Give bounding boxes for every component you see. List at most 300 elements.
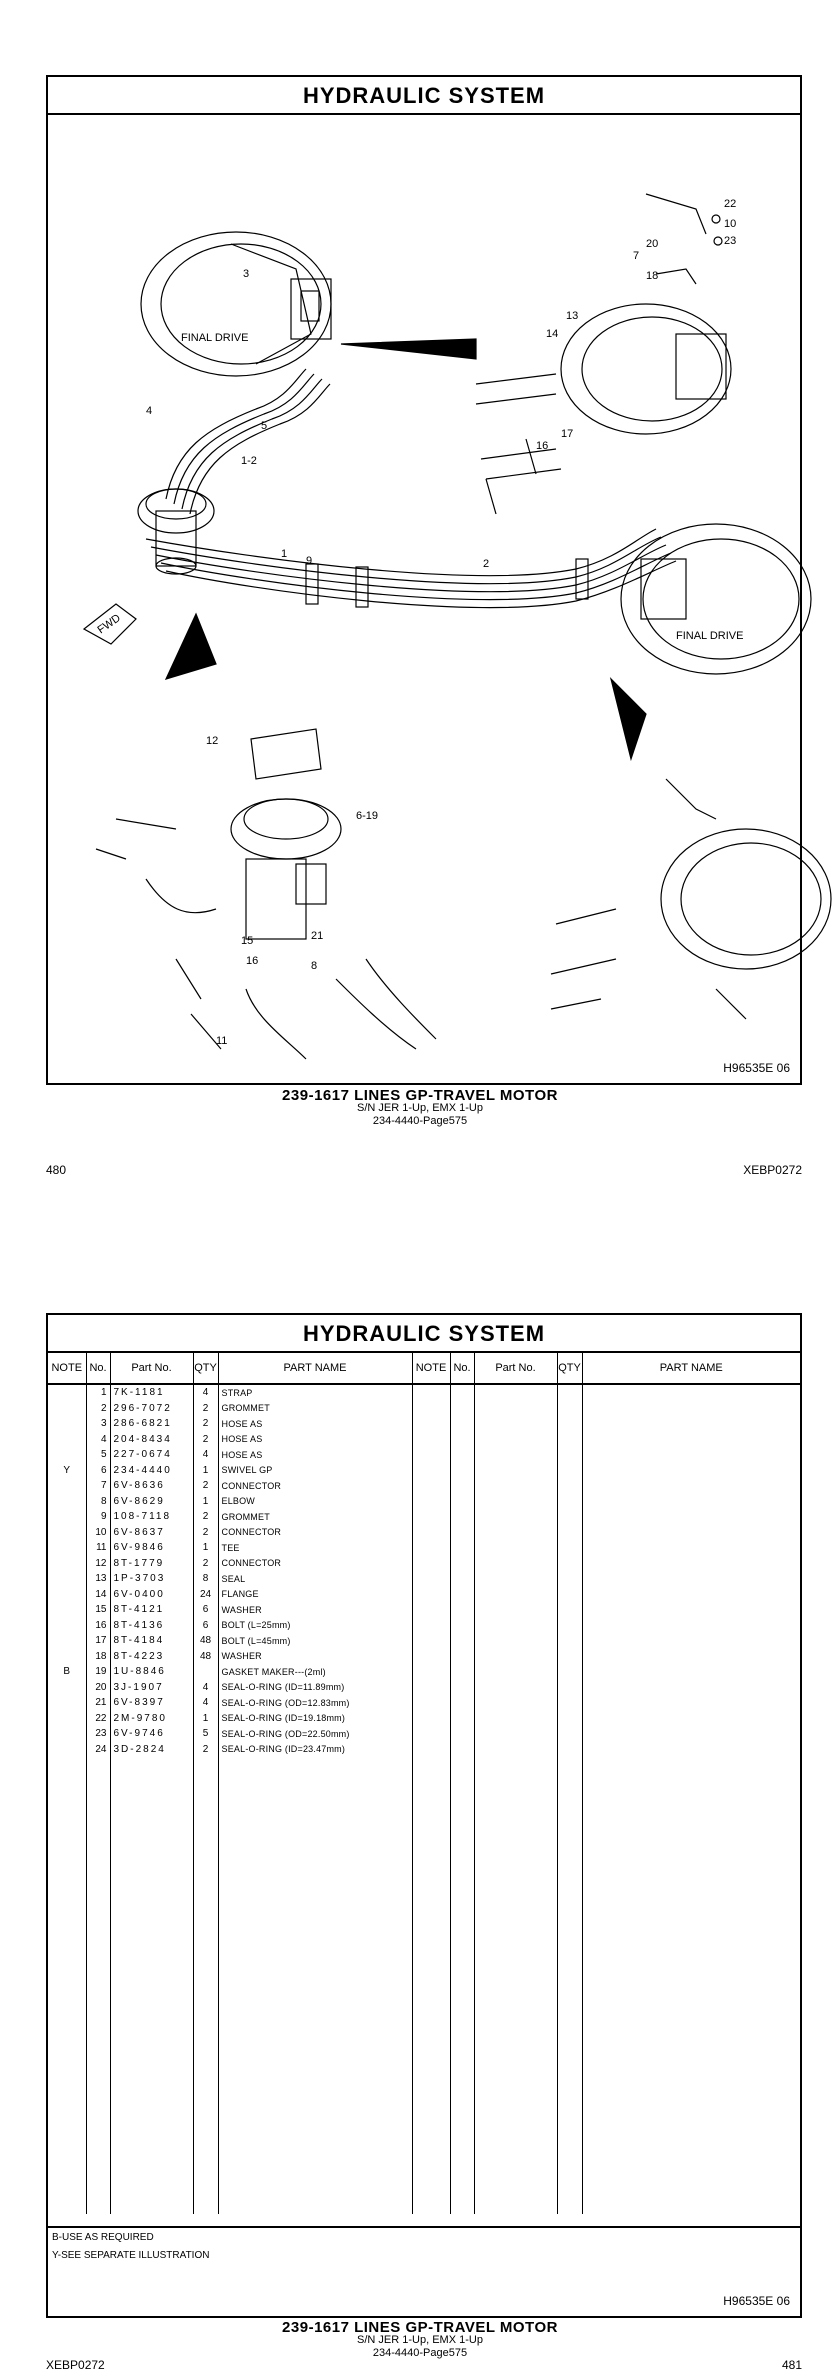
caption-main: 239-1617 LINES GP-TRAVEL MOTOR [282,1087,558,1104]
table-row [48,1633,800,1649]
cell-empty [582,1680,800,1696]
cell-empty [412,1726,450,1742]
callout-5: 5 [261,420,268,432]
table-row [48,1726,800,1742]
cell-note [48,1478,86,1494]
cell-empty [557,1633,582,1649]
cell-qty: 5 [193,1726,218,1742]
cell-part-no: 6V-0400 [110,1587,193,1603]
cell-no: 13 [86,1571,110,1587]
cell-part-no: 234-4440 [110,1463,193,1479]
page-number-480: 480 [46,1163,67,1177]
cell-part-no: 6V-8397 [110,1695,193,1711]
caption-sn-2: S/N JER 1-Up, EMX 1-Up [357,2334,483,2346]
caption-page: 234-4440-Page575 [372,1115,468,1127]
doc-code-top: XEBP0272 [743,1163,802,1177]
callout-17: 16 [536,440,549,452]
cell-no: 12 [86,1556,110,1572]
cell-empty [450,1416,474,1432]
cell-empty [582,1556,800,1572]
cell-no: 23 [86,1726,110,1742]
cell-part-no: 6V-8637 [110,1525,193,1541]
cell-empty [557,1478,582,1494]
cell-empty [474,1618,557,1634]
cell-name: SEAL-O-RING (OD=12.83mm) [218,1695,412,1711]
cell-empty [582,1726,800,1742]
cell-empty [582,1649,800,1665]
cell-qty: 1 [193,1463,218,1479]
cell-empty [474,1494,557,1510]
col-qty-right: QTY [557,1353,582,1384]
cell-empty [86,1757,110,2214]
cell-no: 5 [86,1447,110,1463]
cell-name: GROMMET [218,1401,412,1417]
cell-qty: 1 [193,1540,218,1556]
page-title: HYDRAULIC SYSTEM [302,83,546,108]
table-row [48,1742,800,1758]
cell-no: 14 [86,1587,110,1603]
cell-empty [557,1618,582,1634]
parts-list-frame [46,1313,802,2318]
callout-7: 7 [633,250,640,262]
cell-empty [474,1587,557,1603]
cell-part-no: 7K-1181 [110,1384,193,1401]
cell-part-no: 296-7072 [110,1401,193,1417]
cell-qty: 2 [193,1556,218,1572]
cell-no: 17 [86,1633,110,1649]
cell-empty [450,1633,474,1649]
cell-empty [218,1757,412,2214]
cell-empty [412,1494,450,1510]
callout-8: 8 [311,960,318,972]
cell-note [48,1649,86,1665]
cell-note [48,1571,86,1587]
cell-part-no: 1P-3703 [110,1571,193,1587]
cell-qty [193,1664,218,1680]
cell-empty [557,1695,582,1711]
callout-11: 11 [216,1035,228,1047]
cell-qty: 24 [193,1587,218,1603]
cell-part-no: 8T-4223 [110,1649,193,1665]
cell-no: 18 [86,1649,110,1665]
cell-note [48,1711,86,1727]
table-row [48,1602,800,1618]
illustration-frame [46,75,802,1085]
col-no: No. [86,1353,110,1384]
final-drive-left [141,232,331,376]
cell-empty [474,1401,557,1417]
cell-empty [557,1726,582,1742]
table-row [48,1618,800,1634]
cell-empty [412,1618,450,1634]
callout-4: 4 [146,405,153,417]
page-number-481: 481 [781,2358,802,2372]
parts-table-body [48,1384,800,2214]
cell-empty [450,1680,474,1696]
cell-empty [450,1447,474,1463]
final-drive-label-right: FINAL DRIVE [676,630,744,642]
cell-empty [474,1540,557,1556]
cell-empty [557,1416,582,1432]
cell-name: TEE [218,1540,412,1556]
cell-empty [412,1447,450,1463]
cell-name: BOLT (L=45mm) [218,1633,412,1649]
cell-empty [110,1757,193,2214]
cell-empty [450,1432,474,1448]
cell-empty [474,1416,557,1432]
cell-name: GASKET MAKER---(2ml) [218,1664,412,1680]
caption-block-1 [0,1089,840,1128]
cell-empty [48,1757,86,2214]
cell-note [48,1416,86,1432]
cell-note [48,1509,86,1525]
cell-qty: 1 [193,1711,218,1727]
table-row [48,1556,800,1572]
cell-empty [412,1757,450,2214]
col-part-name-right: PART NAME [582,1353,800,1384]
cell-qty: 2 [193,1525,218,1541]
callout-18: 17 [561,428,574,440]
notes-divider [48,2226,800,2228]
cell-name: SEAL-O-RING (OD=22.50mm) [218,1726,412,1742]
swivel-left [138,489,214,574]
cell-no: 9 [86,1509,110,1525]
cell-empty [557,1494,582,1510]
cell-empty [582,1509,800,1525]
cell-empty [582,1742,800,1758]
col-part-name: PART NAME [218,1353,412,1384]
cell-empty [474,1509,557,1525]
table-row [48,1509,800,1525]
hose-bundle [146,369,676,608]
cell-no: 24 [86,1742,110,1758]
cell-empty [582,1463,800,1479]
cell-empty [557,1447,582,1463]
caption-sn: S/N JER 1-Up, EMX 1-Up [357,1102,483,1114]
parts-table [48,1353,800,2214]
col-part-no-right: Part No. [474,1353,557,1384]
cell-part-no: 6V-8636 [110,1478,193,1494]
cell-empty [474,1664,557,1680]
cell-empty [412,1571,450,1587]
cell-note [48,1680,86,1696]
cell-empty [557,1757,582,2214]
cell-empty [557,1509,582,1525]
cell-no: 19 [86,1664,110,1680]
cell-empty [582,1384,800,1401]
cell-no: 7 [86,1478,110,1494]
cell-empty [412,1556,450,1572]
cell-empty [557,1556,582,1572]
cell-no: 6 [86,1463,110,1479]
cell-empty [412,1540,450,1556]
table-row [48,1447,800,1463]
cell-note [48,1432,86,1448]
cell-empty [450,1618,474,1634]
cell-note [48,1695,86,1711]
cell-note [48,1525,86,1541]
cell-note [48,1726,86,1742]
cell-empty [412,1633,450,1649]
cell-name: CONNECTOR [218,1525,412,1541]
cell-empty [474,1525,557,1541]
callout-14: 14 [546,328,559,340]
cell-empty [582,1432,800,1448]
cell-no: 3 [86,1416,110,1432]
cell-empty [412,1587,450,1603]
cell-no: 11 [86,1540,110,1556]
cell-empty [412,1649,450,1665]
cell-note [48,1633,86,1649]
cell-qty: 4 [193,1695,218,1711]
cell-empty [450,1602,474,1618]
table-row [48,1416,800,1432]
cell-qty: 6 [193,1602,218,1618]
cell-empty [450,1509,474,1525]
cell-empty [450,1478,474,1494]
cell-empty [450,1571,474,1587]
table-row [48,1401,800,1417]
table-row [48,1664,800,1680]
cell-name: SEAL-O-RING (ID=23.47mm) [218,1742,412,1758]
cell-empty [450,1757,474,2214]
cell-empty [557,1742,582,1758]
cell-part-no: 6V-8629 [110,1494,193,1510]
illustration-ref-2: H96535E 06 [723,2294,790,2308]
cell-empty [450,1384,474,1401]
cell-empty [412,1509,450,1525]
cell-qty: 1 [193,1494,218,1510]
cell-qty: 4 [193,1680,218,1696]
cell-note [48,1587,86,1603]
callout-9: 9 [306,555,313,567]
cell-empty [557,1649,582,1665]
swivel-exploded [96,729,436,1059]
cell-no: 16 [86,1618,110,1634]
table-row [48,1587,800,1603]
cell-empty [450,1695,474,1711]
callout-1: 1 [281,548,288,560]
cell-empty [412,1463,450,1479]
cell-qty: 4 [193,1447,218,1463]
cell-note [48,1556,86,1572]
cell-note [48,1602,86,1618]
callout-2: 2 [483,558,490,570]
table-row [48,1478,800,1494]
cell-no: 1 [86,1384,110,1401]
cell-part-no: 8T-4184 [110,1633,193,1649]
cell-note [48,1447,86,1463]
cell-empty [557,1587,582,1603]
cell-name: HOSE AS [218,1432,412,1448]
note-y: Y-SEE SEPARATE ILLUSTRATION [52,2250,210,2261]
table-row [48,1525,800,1541]
final-drive-top-right [476,304,731,514]
cell-empty [412,1478,450,1494]
cell-empty [582,1571,800,1587]
cell-empty [474,1432,557,1448]
cell-no: 4 [86,1432,110,1448]
cell-empty [582,1711,800,1727]
table-row [48,1571,800,1587]
hydraulic-diagram [56,119,840,1077]
cell-empty [450,1556,474,1572]
cell-empty [582,1478,800,1494]
callout-1-2: 1-2 [241,455,257,467]
cell-empty [412,1602,450,1618]
cell-name: WASHER [218,1602,412,1618]
fwd-label: FWD [95,612,123,637]
cell-qty: 2 [193,1509,218,1525]
callout-22: 21 [311,930,324,942]
callout-21: 20 [646,238,659,250]
cell-empty [412,1432,450,1448]
cell-empty [474,1695,557,1711]
cell-qty: 2 [193,1742,218,1758]
cell-empty [582,1494,800,1510]
table-spacer [48,1757,800,2214]
cell-empty [412,1664,450,1680]
cell-no: 20 [86,1680,110,1696]
cell-empty [450,1463,474,1479]
col-note-right: NOTE [412,1353,450,1384]
callout-20: 18 [646,270,659,282]
cell-empty [474,1556,557,1572]
cell-part-no: 2M-9780 [110,1711,193,1727]
cell-empty [582,1695,800,1711]
note-b: B-USE AS REQUIRED [52,2232,154,2243]
cell-qty: 8 [193,1571,218,1587]
cell-no: 15 [86,1602,110,1618]
cell-no: 10 [86,1525,110,1541]
cell-empty [474,1711,557,1727]
table-row [48,1680,800,1696]
cell-empty [450,1742,474,1758]
col-no-right: No. [450,1353,474,1384]
cell-part-no: 8T-4121 [110,1602,193,1618]
table-row [48,1463,800,1479]
caption-block-2 [0,2321,840,2360]
cell-name: STRAP [218,1384,412,1401]
table-row [48,1384,800,1401]
cell-empty [450,1664,474,1680]
cell-empty [557,1664,582,1680]
cell-part-no: 6V-9846 [110,1540,193,1556]
cell-empty [450,1649,474,1665]
cell-empty [557,1680,582,1696]
cell-empty [474,1633,557,1649]
callout-6-19: 6-19 [356,810,379,822]
cell-empty [474,1478,557,1494]
table-row [48,1494,800,1510]
cell-empty [582,1540,800,1556]
cell-empty [582,1757,800,2214]
cell-empty [557,1463,582,1479]
cell-note [48,1384,86,1401]
cell-name: HOSE AS [218,1447,412,1463]
cell-note [48,1618,86,1634]
final-drive-label-left: FINAL DRIVE [181,332,249,344]
notes-block [52,2229,209,2265]
caption-page-2: 234-4440-Page575 [372,2347,468,2359]
cell-empty [474,1447,557,1463]
cell-part-no: 8T-4136 [110,1618,193,1634]
cell-empty [557,1571,582,1587]
cell-empty [450,1401,474,1417]
cell-empty [412,1711,450,1727]
cell-part-no: 6V-9746 [110,1726,193,1742]
cell-empty [582,1447,800,1463]
cell-name: FLANGE [218,1587,412,1603]
cell-empty [474,1726,557,1742]
cell-empty [582,1401,800,1417]
cell-note [48,1742,86,1758]
cell-qty: 2 [193,1416,218,1432]
callout-15: 15 [241,935,254,947]
cell-empty [474,1680,557,1696]
cell-empty [582,1633,800,1649]
table-row [48,1540,800,1556]
table-row [48,1695,800,1711]
cell-empty [557,1401,582,1417]
cell-part-no: 227-0674 [110,1447,193,1463]
cell-part-no: 204-8434 [110,1432,193,1448]
cell-qty: 48 [193,1633,218,1649]
cell-empty [450,1711,474,1727]
cell-note [48,1540,86,1556]
cell-empty [582,1416,800,1432]
cell-part-no: 1U-8846 [110,1664,193,1680]
cell-part-no: 3D-2824 [110,1742,193,1758]
cell-name: SWIVEL GP [218,1463,412,1479]
cell-part-no: 108-7118 [110,1509,193,1525]
cell-name: CONNECTOR [218,1556,412,1572]
cell-name: BOLT (L=25mm) [218,1618,412,1634]
table-row [48,1711,800,1727]
cell-empty [557,1540,582,1556]
cell-qty: 6 [193,1618,218,1634]
cell-empty [557,1525,582,1541]
cell-qty: 2 [193,1432,218,1448]
caption-main-2: 239-1617 LINES GP-TRAVEL MOTOR [282,2319,558,2336]
cell-empty [582,1587,800,1603]
cell-empty [412,1695,450,1711]
callout-13: 13 [566,310,579,322]
cell-qty: 2 [193,1401,218,1417]
cell-name: CONNECTOR [218,1478,412,1494]
cell-empty [557,1711,582,1727]
cell-no: 21 [86,1695,110,1711]
cell-note: Y [48,1463,86,1479]
table-row [48,1432,800,1448]
cell-empty [557,1384,582,1401]
callout-3: 3 [243,268,250,280]
cell-empty [474,1602,557,1618]
cell-no: 8 [86,1494,110,1510]
cell-name: SEAL-O-RING (ID=19.18mm) [218,1711,412,1727]
cell-empty [582,1525,800,1541]
cell-name: SEAL [218,1571,412,1587]
cell-empty [450,1494,474,1510]
callout-12: 12 [206,735,219,747]
cell-empty [412,1384,450,1401]
callout-10: 10 [724,218,737,230]
cell-empty [474,1571,557,1587]
cell-empty [412,1742,450,1758]
callout-16: 16 [246,955,259,967]
cell-empty [450,1726,474,1742]
cell-name: SEAL-O-RING (ID=11.89mm) [218,1680,412,1696]
